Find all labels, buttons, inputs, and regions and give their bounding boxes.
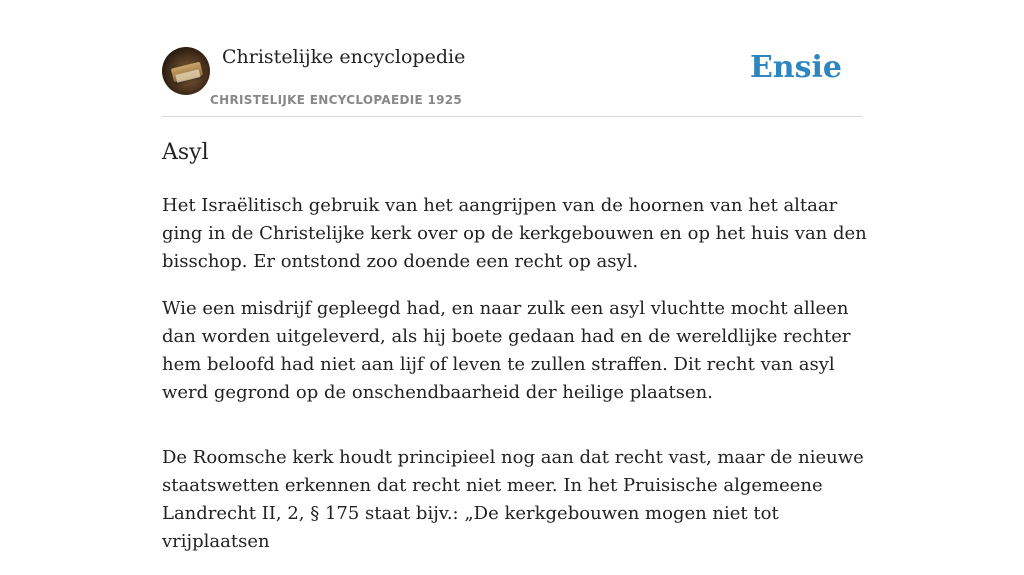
site-header bbox=[162, 46, 862, 117]
avatar[interactable] bbox=[162, 47, 210, 95]
article-paragraph: Wie een misdrijf gepleegd had, en naar zulk een asyl vluchtte mocht alleen dan worden uitgeleverd, als hij boete gedaan had en de wereldlijke rechter hem beloofd had niet aan lijf of leven te zullen straffen. Dit recht van asyl werd gegrond op de onschendbaarheid der heilige plaatsen. bbox=[162, 298, 851, 403]
article-body bbox=[162, 192, 867, 575]
article-paragraph: De Roomsche kerk houdt principieel nog aan dat recht vast, maar de nieuwe staatswetten erkennen dat recht niet meer. In het Pruisische algemeene Landrecht II, 2, § 175 staat bijv.: „De kerkgebouwen mogen niet tot vrijplaatsen bbox=[162, 447, 864, 552]
site-title[interactable]: Christelijke encyclopedie bbox=[222, 46, 466, 68]
publication-subtitle: CHRISTELIJKE ENCYCLOPAEDIE 1925 bbox=[210, 93, 463, 107]
article-title: Asyl bbox=[162, 140, 209, 165]
brand-logo[interactable]: Ensie bbox=[749, 50, 842, 85]
article-paragraph: Het Israëlitisch gebruik van het aangrijpen van de hoornen van het altaar ging in de Christelijke kerk over op de kerkgebouwen en op het huis van den bisschop. Er ontstond zoo doende een recht op asyl. bbox=[162, 195, 867, 272]
